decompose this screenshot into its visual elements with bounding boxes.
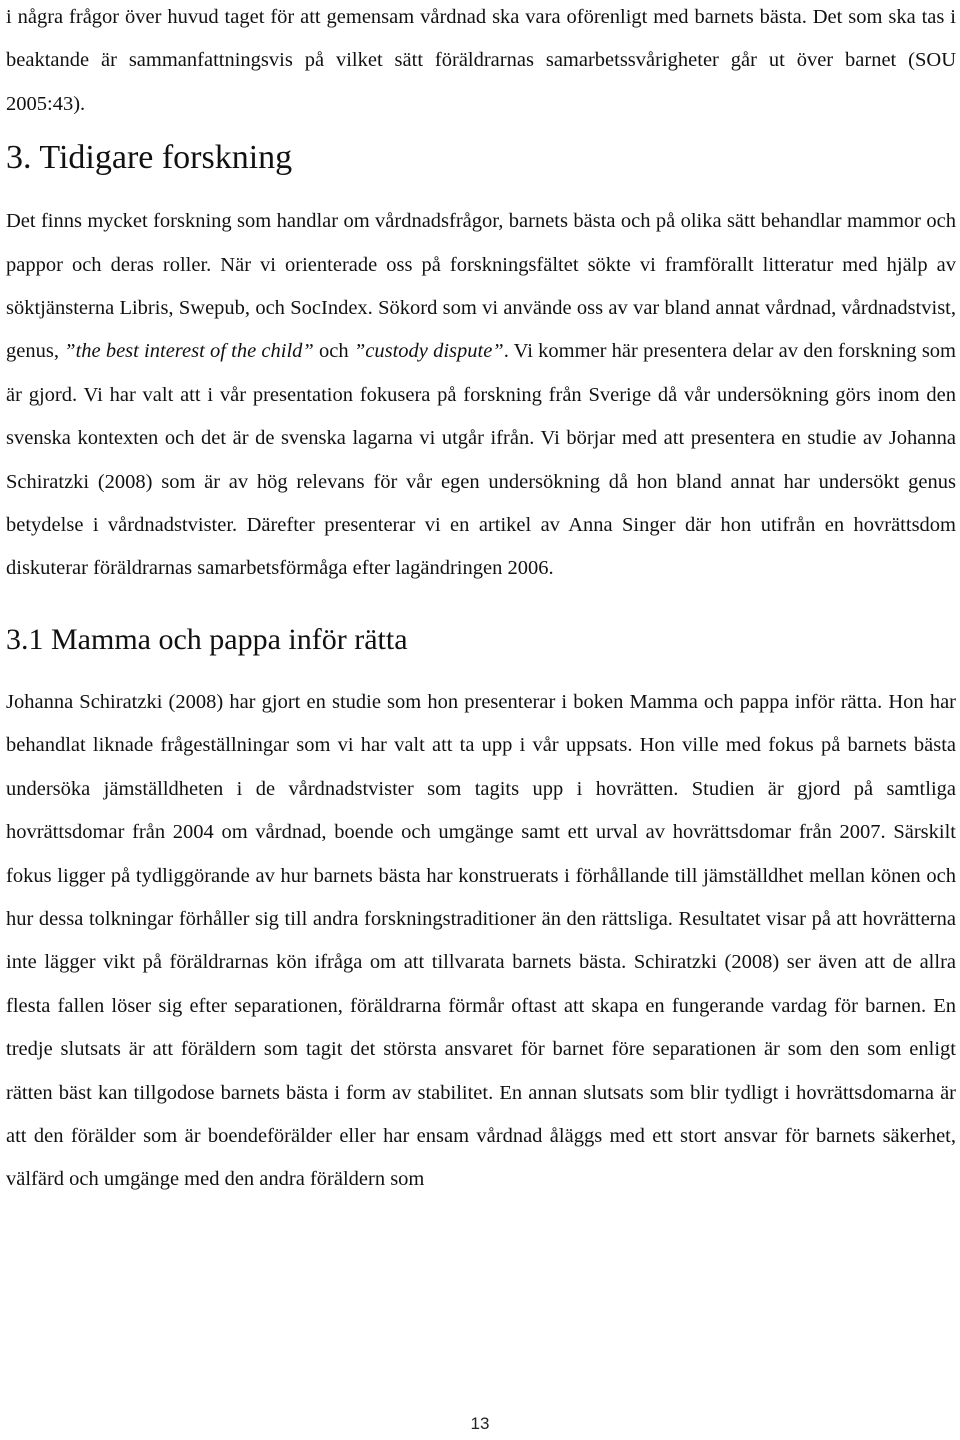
section-3-paragraph bbox=[6, 200, 956, 591]
search-term-custody-dispute: ”custody dispute” bbox=[353, 340, 504, 363]
section-3-text-after: . Vi kommer här presentera delar av den forskning som är gjord. Vi har valt att i vår presentation fokusera på forskning från Sverige då vår undersökning görs inom den svenska kontexten och det är de svenska lagarna vi utgår ifrån. Vi börjar med att presentera en studie av Johanna Schiratzki (2008) som är av hög relevans för vår egen undersökning då hon bland annat har undersökt genus betydelse i vårdnadstvister. Därefter presenterar vi en artikel av Anna Singer där hon utifrån en hovrättsdom diskuterar föräldrarnas samarbetsförmåga efter lagändringen 2006. bbox=[6, 340, 957, 580]
intro-paragraph: i några frågor över huvud taget för att gemensam vårdnad ska vara oförenligt med barnets bästa. Det som ska tas i beaktande är sammanfattningsvis på vilket sätt föräldrarnas samarbetssvårigheter går ut över barnet (SOU 2005:43). bbox=[6, 6, 956, 115]
search-term-best-interest: ”the best interest of the child” bbox=[64, 340, 314, 363]
section-3-text-before: Det finns mycket forskning som handlar om vårdnadsfrågor, barnets bästa och på olika sätt behandlar mammor och pappor och deras roller. När vi orienterade oss på forskningsfältet sökte vi framförallt litteratur med hjälp av söktjänsterna Libris, Swepub, och SocIndex. Sökord som vi använde oss av var bland annat vårdnad, vårdnadstvist, genus, bbox=[6, 210, 956, 363]
section-3-1-paragraph: Johanna Schiratzki (2008) har gjort en studie som hon presenterar i boken Mamma och pappa inför rätta. Hon har behandlat liknade frågeställningar som vi har valt att ta upp i vår uppsats. Hon ville med fokus på barnets bästa undersöka jämställdheten i de vårdnadstvister som tagits upp i hovrätten. Studien är gjord på samtliga hovrättsdomar från 2004 om vårdnad, boende och umgänge samt ett urval av hovrättsdomar från 2007. Särskilt fokus ligger på tydliggörande av hur barnets bästa har konstruerats i förhållande till jämställdhet mellan könen och hur dessa tolkningar förhåller sig till andra forskningstraditioner än den rättsliga. Resultatet visar på att hovrätterna inte lägger vikt på föräldrarnas kön ifråga om att tillvarata barnets bästa. Schiratzki (2008) ser även att de allra flesta fallen löser sig efter separationen, föräldrarna förmår oftast att skapa en fungerande vardag för barnen. En tredje slutsats är att föräldern som tagit det största ansvaret för barnet före separationen är som den som enligt rätten bäst kan tillgodose barnets bästa i form av stabilitet. En annan slutsats som blir tydligt i hovrättsdomarna är att den förälder som är boendeförälder eller har ensam vårdnad åläggs med ett stort ansvar för barnets säkerhet, välfärd och umgänge med den andra föräldern som bbox=[6, 690, 956, 1191]
section-heading-3: 3. Tidigare forskning bbox=[6, 139, 293, 177]
document-page bbox=[6, 0, 956, 1202]
section-3-text-mid: och bbox=[313, 340, 354, 363]
page-number: 13 bbox=[470, 1414, 490, 1433]
section-heading-3-1: 3.1 Mamma och pappa inför rätta bbox=[6, 622, 408, 656]
